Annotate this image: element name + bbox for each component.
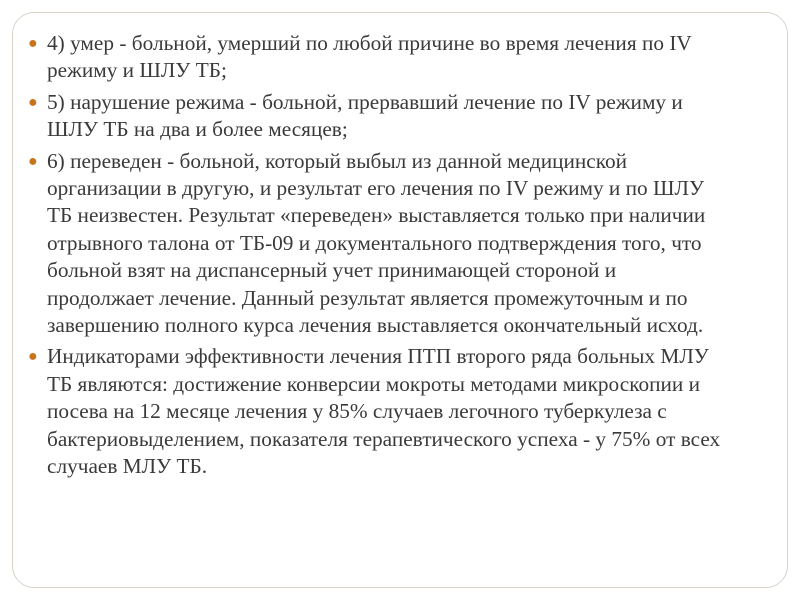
bullet-marker-icon: ● xyxy=(28,93,38,111)
bullet-text: 5) нарушение режима - больной, прервавший лечение по IV режиму и ШЛУ ТБ на два и более месяцев; xyxy=(47,89,683,142)
bullet-text: 6) переведен - больной, который выбыл из данной медицинской организации в другую, и результат его лечения по IV режиму и по ШЛУ ТБ неизвестен. Результат «переведен» выставляется только при наличии отрывного талона от ТБ-09 и документального подтверждения того, что больной взят на диспансерный учет принимающей стороной и продолжает лечение. Данный результат является промежуточным и по завершению полного курса лечения выставляется окончательный исход. xyxy=(47,148,706,338)
slide-content xyxy=(28,30,728,485)
list-item xyxy=(28,148,728,340)
list-item xyxy=(28,343,728,480)
bullet-marker-icon: ● xyxy=(28,348,38,366)
list-item xyxy=(28,89,728,144)
bullet-text: 4) умер - больной, умерший по любой причине во время лечения по IV режиму и ШЛУ ТБ; xyxy=(47,31,692,83)
bullet-text: Индикаторами эффективности лечения ПТП второго ряда больных МЛУ ТБ являются: достижение конверсии мокроты методами микроскопии и посева на 12 месяце лечения у 85% случаев легочного туберкулеза с бактериовыделением, показателя терапевтического успеха - у 75% от всех случаев МЛУ ТБ. xyxy=(47,344,721,479)
bullet-list xyxy=(28,30,728,481)
list-item xyxy=(28,30,728,85)
bullet-marker-icon: ● xyxy=(28,35,38,52)
bullet-marker-icon: ● xyxy=(28,152,38,170)
